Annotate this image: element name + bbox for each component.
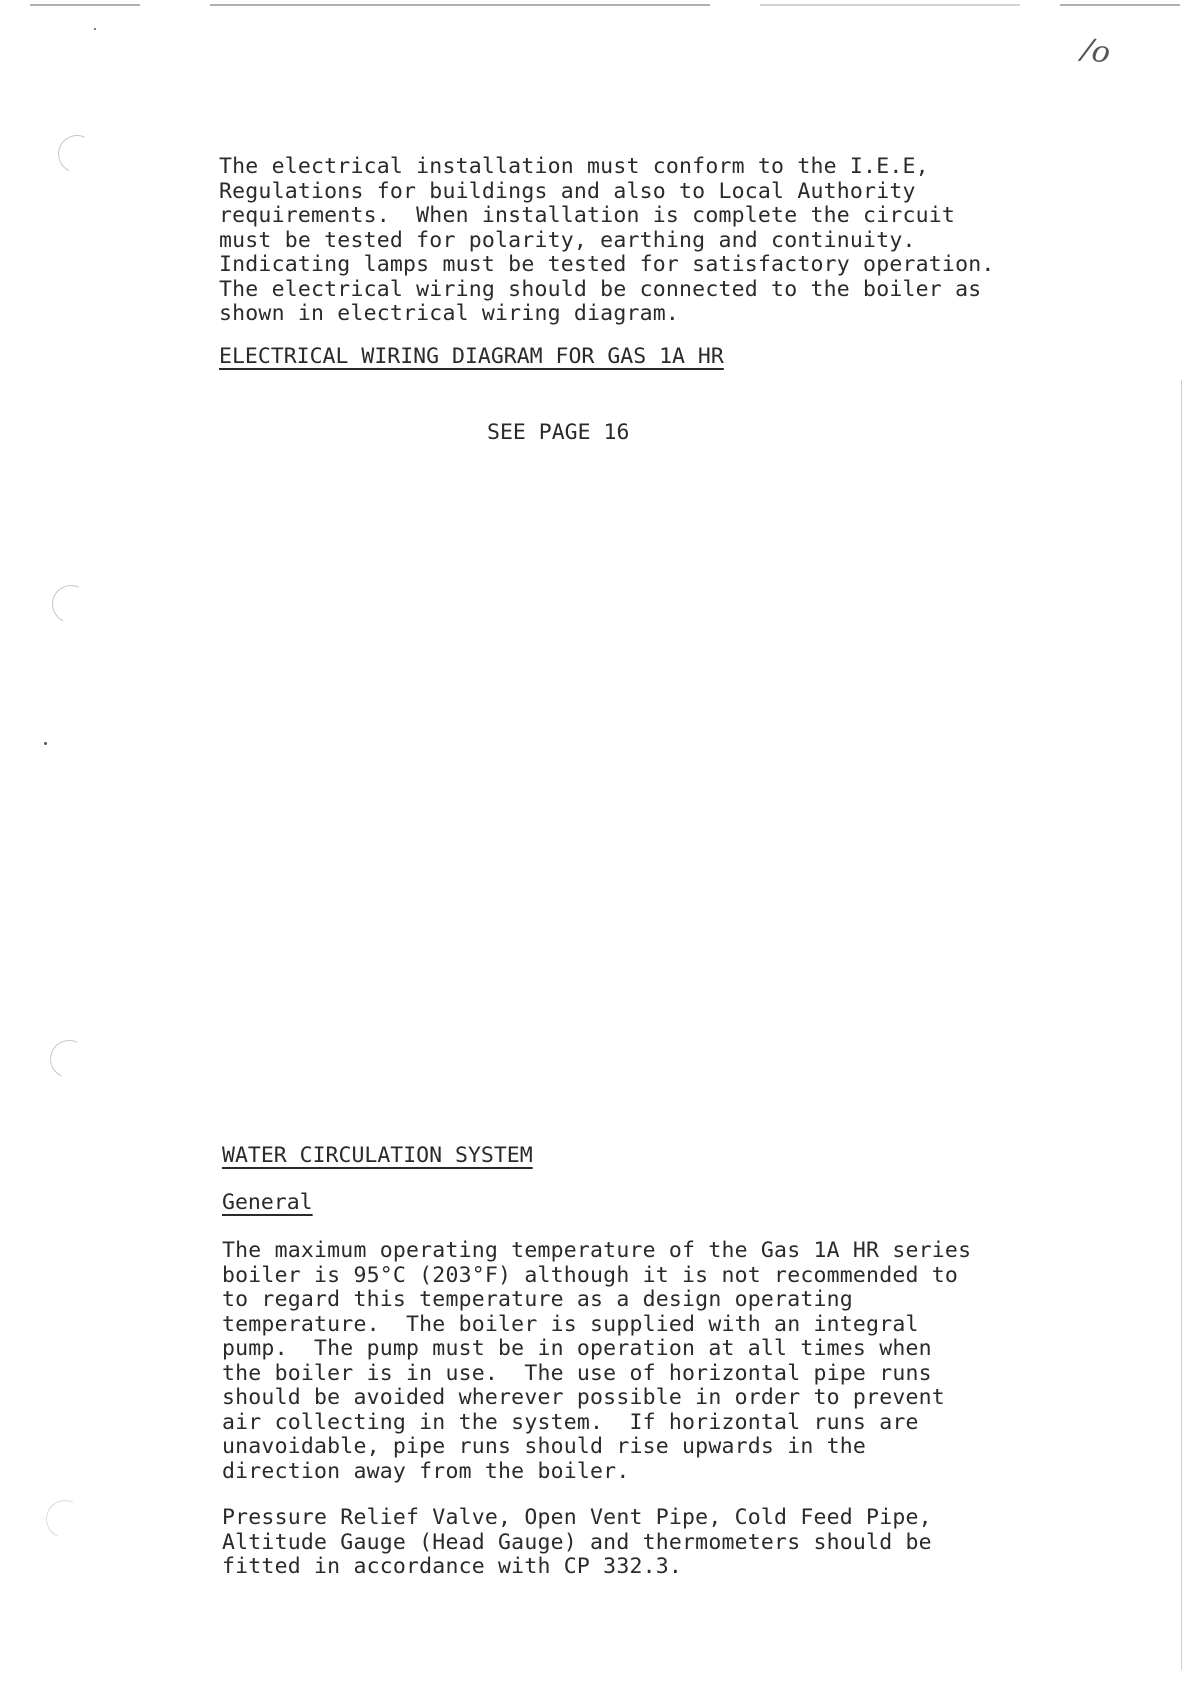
paragraph-line: The electrical wiring should be connected to the boiler as (219, 276, 982, 302)
scan-speck (94, 28, 96, 30)
paragraph-line: Regulations for buildings and also to Local Authority (219, 178, 916, 204)
paragraph-line: must be tested for polarity, earthing and continuity. (219, 227, 916, 253)
paragraph-line: Indicating lamps must be tested for satisfactory operation. (219, 252, 995, 277)
paragraph-line: Pressure Relief Valve, Open Vent Pipe, Cold Feed Pipe, (222, 1505, 932, 1530)
paragraph-line: The maximum operating temperature of the Gas 1A HR series (222, 1238, 972, 1263)
paragraph-line: shown in electrical wiring diagram. (219, 301, 680, 326)
punch-hole-mark (53, 130, 102, 179)
paragraph-line: temperature. The boiler is supplied with an integral (222, 1311, 919, 1337)
diagram-page-reference: SEE PAGE 16 (487, 420, 630, 445)
general-paragraph (222, 1239, 971, 1484)
wiring-diagram-heading: ELECTRICAL WIRING DIAGRAM FOR GAS 1A HR (219, 344, 724, 369)
fittings-paragraph (222, 1506, 932, 1580)
scan-edge-line (30, 4, 140, 6)
paragraph-line: air collecting in the system. If horizontal runs are (222, 1409, 919, 1435)
paragraph-line: requirements. When installation is complete the circuit (219, 203, 956, 228)
paragraph-line: should be avoided wherever possible in order to prevent (222, 1385, 945, 1410)
paragraph-line: Altitude Gauge (Head Gauge) and thermometers should be (222, 1529, 932, 1555)
punch-hole-mark (45, 1035, 94, 1084)
general-subheading: General (222, 1190, 313, 1215)
scan-edge-line (210, 4, 710, 6)
water-circulation-heading: WATER CIRCULATION SYSTEM (222, 1143, 533, 1168)
paragraph-line: direction away from the boiler. (222, 1458, 630, 1484)
paragraph-line: the boiler is in use. The use of horizontal pipe runs (222, 1360, 932, 1386)
paragraph-line: pump. The pump must be in operation at all times when (222, 1336, 932, 1361)
scan-speck (44, 742, 47, 745)
punch-hole-mark (47, 580, 96, 629)
scan-edge-line (1181, 380, 1182, 1670)
paragraph-line: to regard this temperature as a design operating (222, 1287, 853, 1312)
paragraph-line: The electrical installation must conform to the I.E.E, (219, 154, 929, 179)
paragraph-line: unavoidable, pipe runs should rise upwards in the (222, 1434, 867, 1459)
scan-edge-line (1060, 4, 1180, 6)
electrical-installation-paragraph (219, 155, 995, 327)
punch-hole-mark (41, 1495, 90, 1544)
scan-edge-line (760, 4, 1020, 6)
page-number-mark: /o (1079, 31, 1113, 72)
paragraph-line: fitted in accordance with CP 332.3. (222, 1554, 683, 1579)
paragraph-line: boiler is 95°C (203°F) although it is not recommended to (222, 1262, 959, 1288)
